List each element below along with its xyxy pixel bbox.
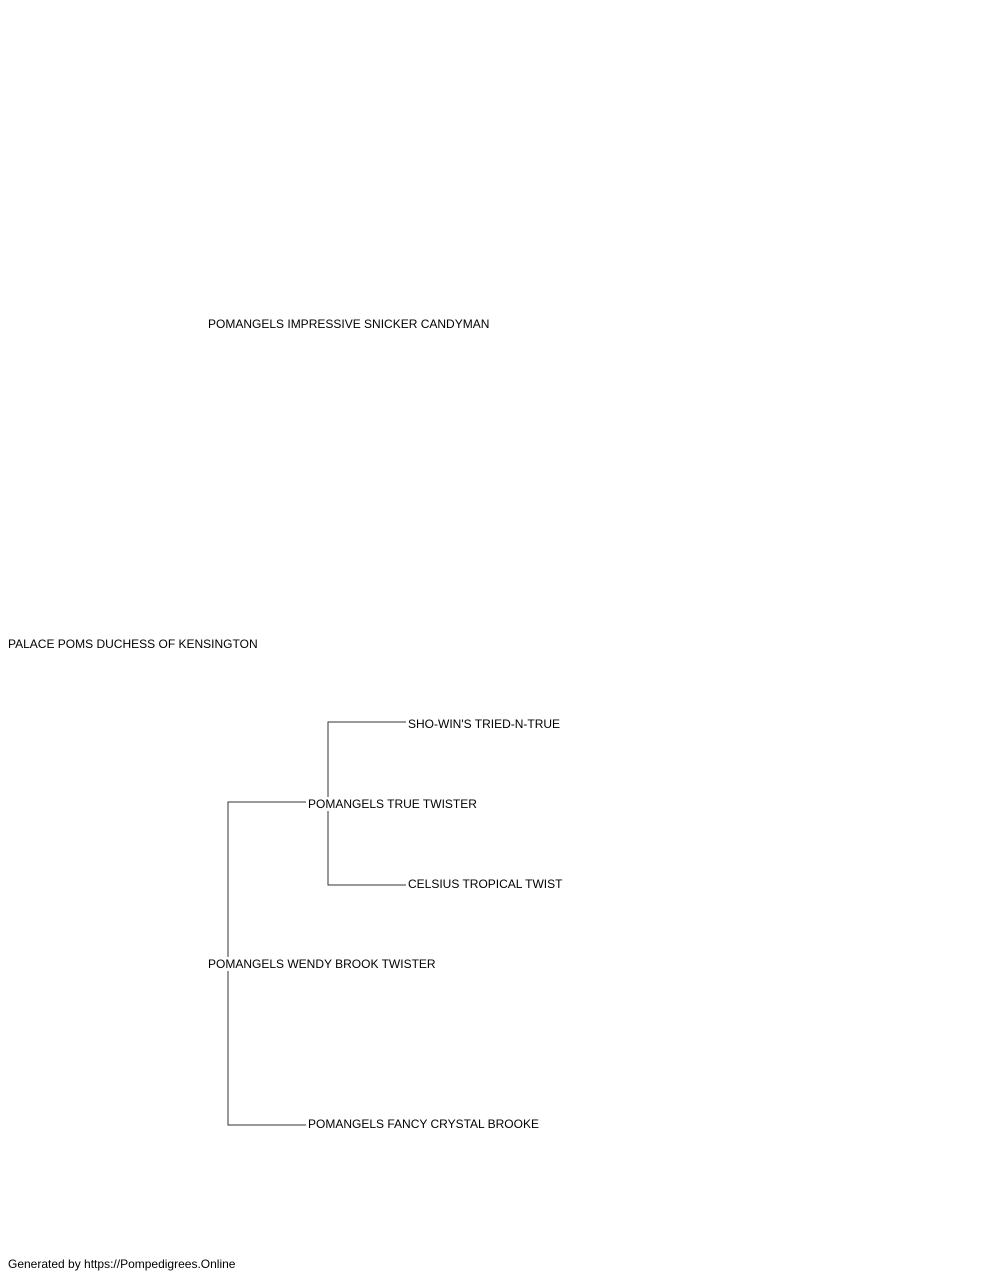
dam-name[interactable]: POMANGELS WENDY BROOK TWISTER	[208, 957, 436, 971]
dam-sire-dam-name[interactable]: CELSIUS TROPICAL TWIST	[408, 877, 563, 891]
generated-by-footer: Generated by https://Pompedigrees.Online	[8, 1257, 236, 1271]
dam-sire-sire-name[interactable]: SHO-WIN'S TRIED-N-TRUE	[408, 717, 561, 731]
dam-sire-name[interactable]: POMANGELS TRUE TWISTER	[308, 797, 477, 811]
subject-dog-name[interactable]: PALACE POMS DUCHESS OF KENSINGTON	[8, 637, 258, 651]
sire-name[interactable]: POMANGELS IMPRESSIVE SNICKER CANDYMAN	[208, 317, 490, 331]
dam-dam-name[interactable]: POMANGELS FANCY CRYSTAL BROOKE	[308, 1117, 539, 1131]
